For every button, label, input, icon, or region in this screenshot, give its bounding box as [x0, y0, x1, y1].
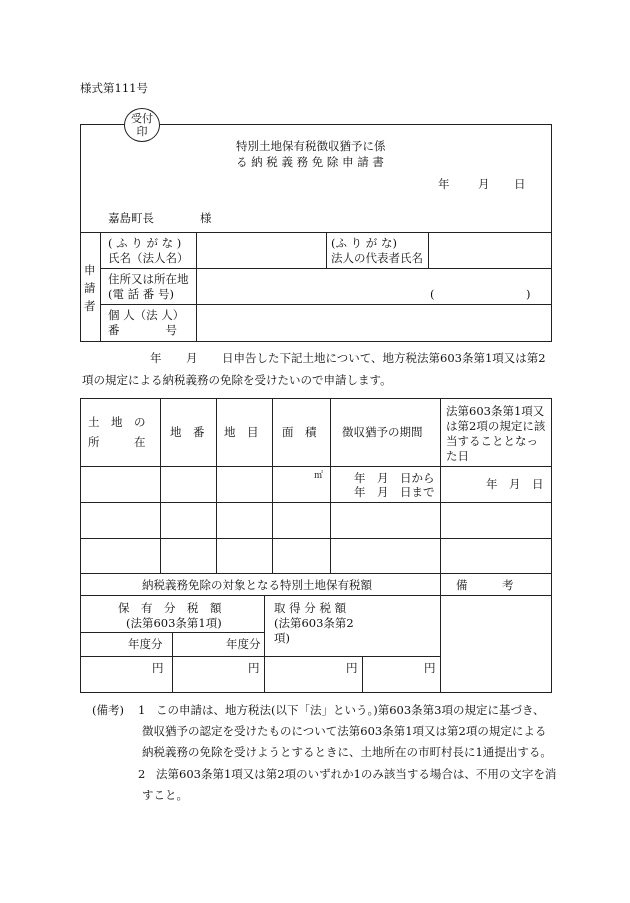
divider: [80, 502, 552, 503]
date-year: 年: [438, 177, 450, 191]
note-1-line-3: 納税義務の免除を受けようとするときに、土地所在の市町村長に1通提出する。: [142, 745, 552, 759]
divider: [196, 232, 197, 342]
date-month: 月: [478, 177, 490, 191]
yen-1: 円: [152, 661, 164, 675]
header-applicable-4: た日: [446, 449, 469, 463]
header-applicable-3: 当することとなっ: [446, 434, 538, 448]
phone-label: (電 話 番 号): [108, 287, 174, 301]
rep-label-furigana: (ふ り が な): [331, 236, 397, 250]
form-number: 様式第111号: [80, 81, 148, 95]
divider: [80, 656, 440, 657]
divider: [172, 632, 173, 693]
stamp-line-2: 印: [136, 125, 148, 138]
applicant-side-label-2: 請: [84, 281, 96, 295]
rep-label: 法人の代表者氏名: [331, 251, 423, 265]
divider: [100, 232, 101, 342]
note-1-line-2: 徴収猶予の認定を受けたものについて法第603条第1項又は第2項の規定による: [142, 724, 547, 738]
note-2-line-1: 法第603条第1項又は第2項のいずれか1のみ該当する場合は、不用の文字を消: [156, 767, 557, 781]
period-to: 年 月 日まで: [354, 485, 435, 499]
divider: [326, 232, 327, 268]
name-label: 氏名（法人名）: [108, 251, 189, 265]
area-unit: ㎡: [314, 471, 324, 481]
holding-tax-label: 保 有 分 税 額: [118, 601, 222, 615]
target-tax-header: 納税義務免除の対象となる特別土地保有税額: [142, 578, 372, 592]
statement-line-1: 日申告した下記土地について、地方税法第603条第1項又は第2: [222, 351, 546, 365]
header-location-2: 所 在: [88, 435, 146, 449]
phone-paren-open: (: [430, 287, 435, 301]
divider: [100, 304, 552, 305]
id-number-label: 番 号: [108, 323, 177, 337]
divider: [80, 466, 552, 467]
statement-line-2: 項の規定による納税義務の免除を受けたいので申請します。: [82, 373, 392, 387]
address-label: 住所又は所在地: [108, 272, 189, 286]
note-1-number: 1: [138, 703, 146, 717]
addressee-name: 嘉島町長: [108, 211, 154, 225]
fiscal-year-1: 年度分: [128, 637, 163, 651]
applicant-side-label-3: 者: [84, 299, 96, 313]
divider: [362, 656, 363, 693]
divider: [272, 398, 273, 574]
divider: [440, 573, 441, 693]
phone-paren-close: ): [526, 287, 531, 301]
title-line-1: 特別土地保有税徴収猶予に係: [236, 139, 386, 153]
yen-2: 円: [248, 661, 260, 675]
header-lot-number: 地 番: [170, 425, 205, 439]
yen-3: 円: [346, 661, 358, 675]
header-land-category: 地 目: [224, 425, 259, 439]
acquisition-tax-label: 取 得 分 税 額: [274, 601, 347, 615]
yen-4: 円: [424, 661, 436, 675]
divider: [264, 595, 265, 693]
statement-month: 月: [186, 351, 198, 365]
acquisition-tax-law-1: (法第603条第2: [274, 616, 354, 630]
addressee-honorific: 様: [200, 211, 212, 225]
applicant-side-label-1: 申: [84, 263, 96, 277]
applicable-date: 年 月 日: [486, 477, 544, 491]
divider: [428, 232, 429, 268]
reception-stamp: [124, 108, 160, 142]
divider: [80, 595, 552, 596]
holding-tax-law: (法第603条第1項): [126, 616, 222, 630]
header-area: 面 積: [282, 425, 317, 439]
divider: [100, 268, 552, 269]
date-day: 日: [514, 177, 526, 191]
divider: [330, 398, 331, 574]
divider: [160, 398, 161, 574]
header-applicable-2: は第2項の規定に該: [446, 419, 546, 433]
header-deferral-period: 徴収猶予の期間: [342, 425, 423, 439]
divider: [216, 398, 217, 574]
note-2-line-2: すこと。: [142, 788, 188, 802]
acquisition-tax-law-2: 項): [274, 631, 290, 645]
remarks-header: 備 考: [456, 578, 514, 592]
header-location-1: 土 地 の: [88, 415, 146, 429]
note-1-line-1: この申請は、地方税法(以下「法」という。)第603条第3項の規定に基づき、: [156, 703, 545, 717]
divider: [80, 232, 552, 233]
divider: [440, 398, 441, 574]
fiscal-year-2: 年度分: [226, 637, 261, 651]
note-2-number: 2: [138, 767, 146, 781]
name-label-furigana: ( ふ り が な ): [108, 236, 182, 250]
notes-label: (備考): [92, 703, 124, 717]
period-from: 年 月 日から: [354, 471, 435, 485]
statement-year: 年: [150, 351, 162, 365]
stamp-line-1: 受付: [131, 112, 153, 125]
header-applicable-1: 法第603条第1項又: [446, 404, 545, 418]
title-line-2: る 納 税 義 務 免 除 申 請 書: [236, 155, 384, 169]
divider: [80, 538, 552, 539]
id-label: 個 人（法 人）: [108, 308, 185, 322]
